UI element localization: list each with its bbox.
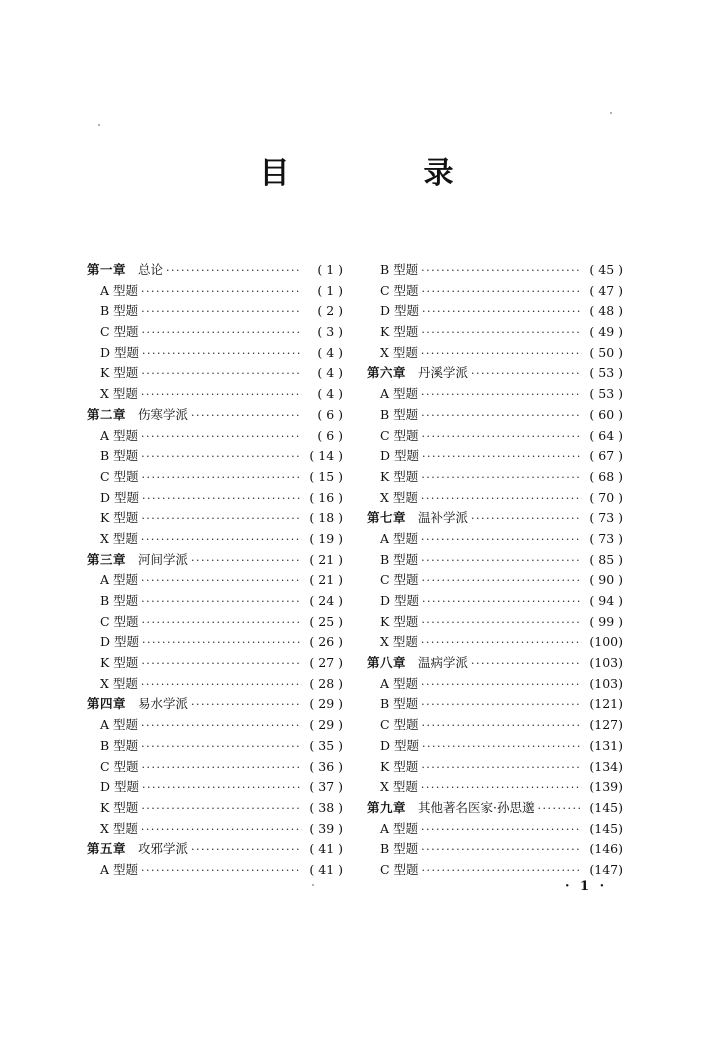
toc-subentry: [367, 446, 623, 467]
page-reference: ( 16 ): [309, 489, 343, 505]
question-type-label: X 型题: [100, 820, 138, 836]
toc-subentry: [367, 736, 623, 757]
page-reference: ( 47 ): [589, 282, 623, 298]
toc-subentry: [367, 632, 623, 653]
question-type-label: K 型题: [100, 799, 139, 815]
toc-subentry: [367, 281, 623, 302]
dot-leader: [141, 530, 302, 551]
dot-leader: [191, 840, 302, 861]
toc-chapter-entry: [87, 550, 343, 571]
question-type-label: C 型题: [380, 282, 419, 298]
chapter-title: 其他著名医家·孙思邈: [418, 799, 535, 815]
toc-subentry: [367, 777, 623, 798]
dot-leader: [142, 344, 302, 365]
page-reference: ( 49 ): [589, 324, 623, 340]
dot-leader: [421, 489, 582, 510]
dot-leader: [142, 613, 302, 634]
toc-subentry: [87, 570, 343, 591]
page-reference: ( 48 ): [589, 303, 623, 319]
toc-subentry: [367, 612, 623, 633]
dot-leader: [142, 489, 302, 510]
question-type-label: A 型题: [380, 530, 419, 546]
question-type-label: B 型题: [100, 737, 139, 753]
dot-leader: [421, 261, 582, 282]
dot-leader: [141, 509, 302, 530]
chapter-title: 温补学派: [418, 510, 469, 526]
toc-subentry: [87, 343, 343, 364]
dot-leader: [141, 447, 302, 468]
toc-subentry: [87, 757, 343, 778]
scan-speck: [98, 124, 100, 126]
chapter-title: 温病学派: [418, 655, 469, 671]
toc-subentry: [367, 343, 623, 364]
toc-subentry: [367, 467, 623, 488]
dot-leader: [421, 695, 582, 716]
toc-subentry: [367, 757, 623, 778]
question-type-label: K 型题: [100, 510, 139, 526]
question-type-label: X 型题: [380, 489, 418, 505]
dot-leader: [471, 364, 582, 385]
toc-subentry: [87, 384, 343, 405]
dot-leader: [421, 551, 582, 572]
dot-leader: [421, 406, 582, 427]
page-number: · 1 ·: [565, 879, 608, 894]
dot-leader: [422, 571, 582, 592]
toc-subentry: [87, 715, 343, 736]
dot-leader: [421, 758, 582, 779]
question-type-label: D 型题: [380, 448, 419, 464]
chapter-title: 伤寒学派: [138, 406, 189, 422]
page-reference: ( 41 ): [309, 841, 343, 857]
page-reference: ( 21 ): [309, 572, 343, 588]
page-reference: ( 45 ): [589, 262, 623, 277]
dot-leader: [421, 675, 582, 696]
question-type-label: B 型题: [100, 448, 139, 464]
toc-subentry: [367, 301, 623, 322]
dot-leader: [422, 592, 582, 613]
toc-chapter-entry: [367, 653, 623, 674]
dot-leader: [421, 468, 582, 489]
question-type-label: A 型题: [100, 861, 139, 877]
question-type-label: C 型题: [380, 861, 419, 877]
toc-subentry: [87, 798, 343, 819]
scan-speck: [312, 884, 314, 886]
dot-leader: [421, 633, 582, 654]
page-reference: ( 36 ): [309, 758, 343, 774]
toc-subentry: [87, 508, 343, 529]
page-reference: ( 94 ): [589, 593, 623, 608]
page-reference: ( 14 ): [309, 448, 343, 464]
page-reference: ( 29 ): [309, 696, 343, 712]
chapter-title: 总论: [138, 262, 164, 277]
toc-subentry: [87, 467, 343, 488]
dot-leader: [142, 758, 302, 779]
question-type-label: A 型题: [380, 386, 419, 402]
dot-leader: [141, 427, 302, 448]
dot-leader: [421, 840, 582, 861]
toc-subentry: [87, 674, 343, 695]
question-type-label: X 型题: [100, 530, 138, 546]
question-type-label: K 型题: [380, 324, 419, 340]
dot-leader: [422, 282, 582, 303]
dot-leader: [421, 820, 582, 841]
dot-leader: [142, 778, 302, 799]
toc-subentry: [87, 653, 343, 674]
toc-subentry: [87, 860, 343, 881]
page-reference: ( 24 ): [309, 593, 343, 608]
question-type-label: D 型题: [100, 344, 139, 360]
dot-leader: [141, 302, 302, 323]
toc-subentry: [87, 591, 343, 612]
question-type-label: D 型题: [100, 634, 139, 650]
question-type-label: K 型题: [380, 468, 419, 484]
toc-subentry: [87, 612, 343, 633]
dot-leader: [141, 716, 302, 737]
page-reference: (103): [589, 655, 623, 671]
page-reference: ( 38 ): [309, 799, 343, 815]
toc-subentry: [367, 260, 623, 281]
dot-leader: [191, 551, 302, 572]
page-reference: (139): [589, 779, 623, 795]
page-reference: ( 19 ): [309, 530, 343, 546]
toc-subentry: [87, 363, 343, 384]
chapter-number: 第一章: [87, 262, 127, 277]
page-reference: (146): [589, 841, 623, 857]
chapter-number: 第三章: [87, 551, 127, 567]
dot-leader: [141, 282, 302, 303]
chapter-title: 河间学派: [138, 551, 189, 567]
dot-leader: [141, 799, 302, 820]
page-reference: ( 35 ): [309, 737, 343, 753]
chapter-title: 丹溪学派: [418, 365, 469, 381]
dot-leader: [141, 592, 302, 613]
question-type-label: B 型题: [380, 406, 419, 422]
page-reference: ( 73 ): [589, 530, 623, 546]
dot-leader: [141, 820, 302, 841]
page-reference: ( 27 ): [309, 655, 343, 671]
toc-subentry: [367, 715, 623, 736]
page-reference: (147): [589, 861, 623, 877]
chapter-number: 第五章: [87, 841, 127, 857]
page-reference: ( 28 ): [309, 675, 343, 691]
question-type-label: D 型题: [100, 489, 139, 505]
toc-subentry: [367, 591, 623, 612]
page-reference: ( 37 ): [309, 779, 343, 795]
dot-leader: [141, 861, 302, 882]
question-type-label: X 型题: [100, 675, 138, 691]
toc-subentry: [87, 632, 343, 653]
question-type-label: K 型题: [380, 613, 419, 629]
question-type-label: X 型题: [380, 634, 418, 650]
page-reference: (121): [589, 696, 623, 712]
page-reference: ( 99 ): [589, 613, 623, 629]
toc-subentry: [367, 550, 623, 571]
page-reference: ( 2 ): [317, 303, 343, 319]
question-type-label: A 型题: [380, 820, 419, 836]
toc-subentry: [367, 322, 623, 343]
dot-leader: [471, 654, 582, 675]
question-type-label: K 型题: [380, 758, 419, 774]
chapter-number: 第九章: [367, 799, 407, 815]
page-reference: (103): [589, 675, 623, 691]
page-reference: ( 18 ): [309, 510, 343, 526]
toc-subentry: [87, 301, 343, 322]
page-reference: ( 39 ): [309, 820, 343, 836]
chapter-number: 第七章: [367, 510, 407, 526]
question-type-label: A 型题: [380, 675, 419, 691]
dot-leader: [422, 447, 582, 468]
toc-chapter-entry: [87, 405, 343, 426]
chapter-number: 第二章: [87, 406, 127, 422]
toc-chapter-entry: [367, 798, 623, 819]
toc-subentry: [87, 529, 343, 550]
page-reference: ( 73 ): [589, 510, 623, 526]
dot-leader: [142, 468, 302, 489]
dot-leader: [422, 861, 582, 882]
dot-leader: [191, 406, 302, 427]
dot-leader: [421, 385, 582, 406]
page-reference: ( 90 ): [589, 572, 623, 588]
dot-leader: [422, 427, 582, 448]
toc-chapter-entry: [367, 363, 623, 384]
question-type-label: D 型题: [380, 303, 419, 319]
page-title: 目 录: [259, 156, 506, 191]
dot-leader: [141, 364, 302, 385]
page-reference: (100): [589, 634, 623, 650]
page-reference: ( 25 ): [309, 613, 343, 629]
toc-subentry: [367, 488, 623, 509]
dot-leader: [421, 613, 582, 634]
question-type-label: C 型题: [100, 324, 139, 340]
page-reference: ( 26 ): [309, 634, 343, 650]
toc-subentry: [367, 674, 623, 695]
question-type-label: B 型题: [380, 841, 419, 857]
question-type-label: C 型题: [100, 468, 139, 484]
question-type-label: X 型题: [100, 386, 138, 402]
question-type-label: K 型题: [100, 365, 139, 381]
toc-subentry: [367, 694, 623, 715]
page-reference: (131): [589, 737, 623, 753]
toc-subentry: [87, 322, 343, 343]
dot-leader: [421, 344, 582, 365]
toc-subentry: [367, 819, 623, 840]
question-type-label: D 型题: [380, 593, 419, 608]
page-reference: (145): [589, 799, 623, 815]
page-reference: ( 50 ): [589, 344, 623, 360]
page-reference: ( 3 ): [317, 324, 343, 340]
toc-left-column: [87, 260, 343, 881]
dot-leader: [141, 385, 302, 406]
question-type-label: B 型题: [100, 593, 139, 608]
toc-subentry: [87, 446, 343, 467]
page-reference: (127): [589, 717, 623, 733]
toc-subentry: [87, 819, 343, 840]
question-type-label: B 型题: [380, 262, 419, 277]
dot-leader: [141, 675, 302, 696]
dot-leader: [421, 778, 582, 799]
dot-leader: [422, 302, 582, 323]
page-reference: ( 68 ): [589, 468, 623, 484]
toc-subentry: [367, 405, 623, 426]
toc-subentry: [367, 529, 623, 550]
toc-subentry: [367, 384, 623, 405]
question-type-label: B 型题: [380, 696, 419, 712]
chapter-number: 第八章: [367, 655, 407, 671]
page-reference: (145): [589, 820, 623, 836]
page-reference: ( 1 ): [317, 282, 343, 298]
page-reference: ( 6 ): [317, 427, 343, 443]
dot-leader: [422, 737, 582, 758]
toc-subentry: [367, 426, 623, 447]
question-type-label: A 型题: [100, 427, 139, 443]
page-reference: ( 64 ): [589, 427, 623, 443]
toc-chapter-entry: [87, 694, 343, 715]
toc-chapter-entry: [367, 508, 623, 529]
toc-subentry: [367, 570, 623, 591]
toc-subentry: [87, 777, 343, 798]
chapter-number: 第四章: [87, 696, 127, 712]
dot-leader: [141, 654, 302, 675]
page-reference: ( 67 ): [589, 448, 623, 464]
dot-leader: [538, 799, 583, 820]
question-type-label: A 型题: [100, 572, 139, 588]
question-type-label: C 型题: [100, 758, 139, 774]
page-reference: ( 70 ): [589, 489, 623, 505]
question-type-label: B 型题: [380, 551, 419, 567]
toc-subentry: [87, 426, 343, 447]
page-reference: ( 60 ): [589, 406, 623, 422]
page-reference: ( 85 ): [589, 551, 623, 567]
question-type-label: X 型题: [380, 344, 418, 360]
dot-leader: [142, 323, 302, 344]
question-type-label: A 型题: [100, 717, 139, 733]
dot-leader: [422, 716, 582, 737]
dot-leader: [141, 737, 302, 758]
question-type-label: A 型题: [100, 282, 139, 298]
question-type-label: C 型题: [380, 717, 419, 733]
toc-right-column: [367, 260, 623, 881]
question-type-label: B 型题: [100, 303, 139, 319]
chapter-number: 第六章: [367, 365, 407, 381]
toc-subentry: [87, 281, 343, 302]
page-reference: ( 21 ): [309, 551, 343, 567]
question-type-label: D 型题: [100, 779, 139, 795]
question-type-label: C 型题: [100, 613, 139, 629]
page-reference: ( 29 ): [309, 717, 343, 733]
scan-speck: [610, 112, 612, 114]
question-type-label: D 型题: [380, 737, 419, 753]
page-reference: ( 4 ): [317, 365, 343, 381]
page-reference: ( 4 ): [317, 386, 343, 402]
chapter-title: 易水学派: [138, 696, 189, 712]
dot-leader: [191, 695, 302, 716]
page-reference: ( 6 ): [317, 406, 343, 422]
page-reference: ( 53 ): [589, 386, 623, 402]
dot-leader: [166, 261, 302, 282]
dot-leader: [421, 323, 582, 344]
dot-leader: [141, 571, 302, 592]
chapter-title: 攻邪学派: [138, 841, 189, 857]
question-type-label: C 型题: [380, 427, 419, 443]
dot-leader: [471, 509, 582, 530]
toc-chapter-entry: [87, 839, 343, 860]
page-reference: ( 41 ): [309, 861, 343, 877]
question-type-label: X 型题: [380, 779, 418, 795]
dot-leader: [421, 530, 582, 551]
page-reference: ( 15 ): [309, 468, 343, 484]
page-reference: ( 53 ): [589, 365, 623, 381]
toc-subentry: [87, 736, 343, 757]
toc-subentry: [367, 839, 623, 860]
question-type-label: C 型题: [380, 572, 419, 588]
question-type-label: K 型题: [100, 655, 139, 671]
toc-subentry: [367, 860, 623, 881]
page-reference: (134): [589, 758, 623, 774]
page-reference: ( 4 ): [317, 344, 343, 360]
dot-leader: [142, 633, 302, 654]
toc-chapter-entry: [87, 260, 343, 281]
toc-subentry: [87, 488, 343, 509]
page-reference: ( 1 ): [317, 262, 343, 277]
